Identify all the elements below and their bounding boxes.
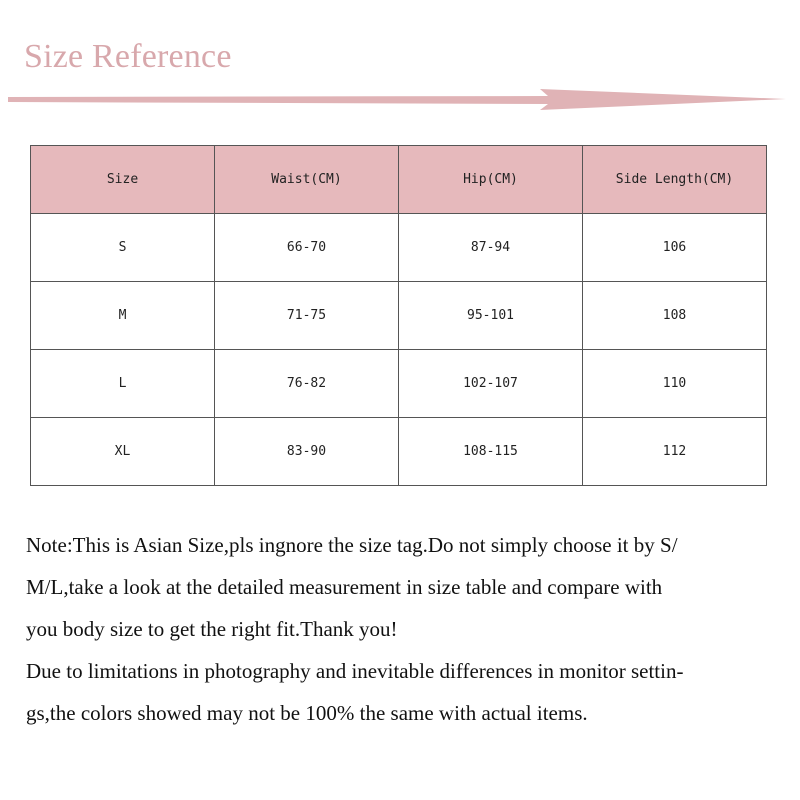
cell-size: M — [31, 282, 215, 350]
column-header-hip: Hip(CM) — [399, 146, 583, 214]
column-header-side-length: Side Length(CM) — [583, 146, 767, 214]
note-line: you body size to get the right fit.Thank you! — [26, 617, 398, 641]
table-row — [31, 350, 767, 418]
cell-side-length: 106 — [583, 214, 767, 282]
arrow-divider-icon — [8, 86, 786, 114]
column-header-waist: Waist(CM) — [215, 146, 399, 214]
table-row — [31, 214, 767, 282]
cell-waist: 76-82 — [215, 350, 399, 418]
note-line: gs,the colors showed may not be 100% the same with actual items. — [26, 701, 588, 725]
page-title: Size Reference — [24, 38, 232, 75]
cell-hip: 87-94 — [399, 214, 583, 282]
table-row — [31, 418, 767, 486]
note-line: M/L,take a look at the detailed measurement in size table and compare with — [26, 575, 663, 599]
cell-size: L — [31, 350, 215, 418]
cell-hip: 108-115 — [399, 418, 583, 486]
table-header-row — [31, 146, 767, 214]
size-table — [30, 145, 767, 486]
cell-side-length: 112 — [583, 418, 767, 486]
cell-waist: 66-70 — [215, 214, 399, 282]
cell-size: S — [31, 214, 215, 282]
note-line: Due to limitations in photography and inevitable differences in monitor settin- — [26, 659, 684, 683]
note-line: Note:This is Asian Size,pls ingnore the size tag.Do not simply choose it by S/ — [26, 533, 678, 557]
column-header-size: Size — [31, 146, 215, 214]
cell-waist: 83-90 — [215, 418, 399, 486]
cell-waist: 71-75 — [215, 282, 399, 350]
cell-side-length: 110 — [583, 350, 767, 418]
cell-hip: 95-101 — [399, 282, 583, 350]
cell-size: XL — [31, 418, 215, 486]
table-row — [31, 282, 767, 350]
cell-side-length: 108 — [583, 282, 767, 350]
size-notes — [26, 524, 786, 734]
cell-hip: 102-107 — [399, 350, 583, 418]
